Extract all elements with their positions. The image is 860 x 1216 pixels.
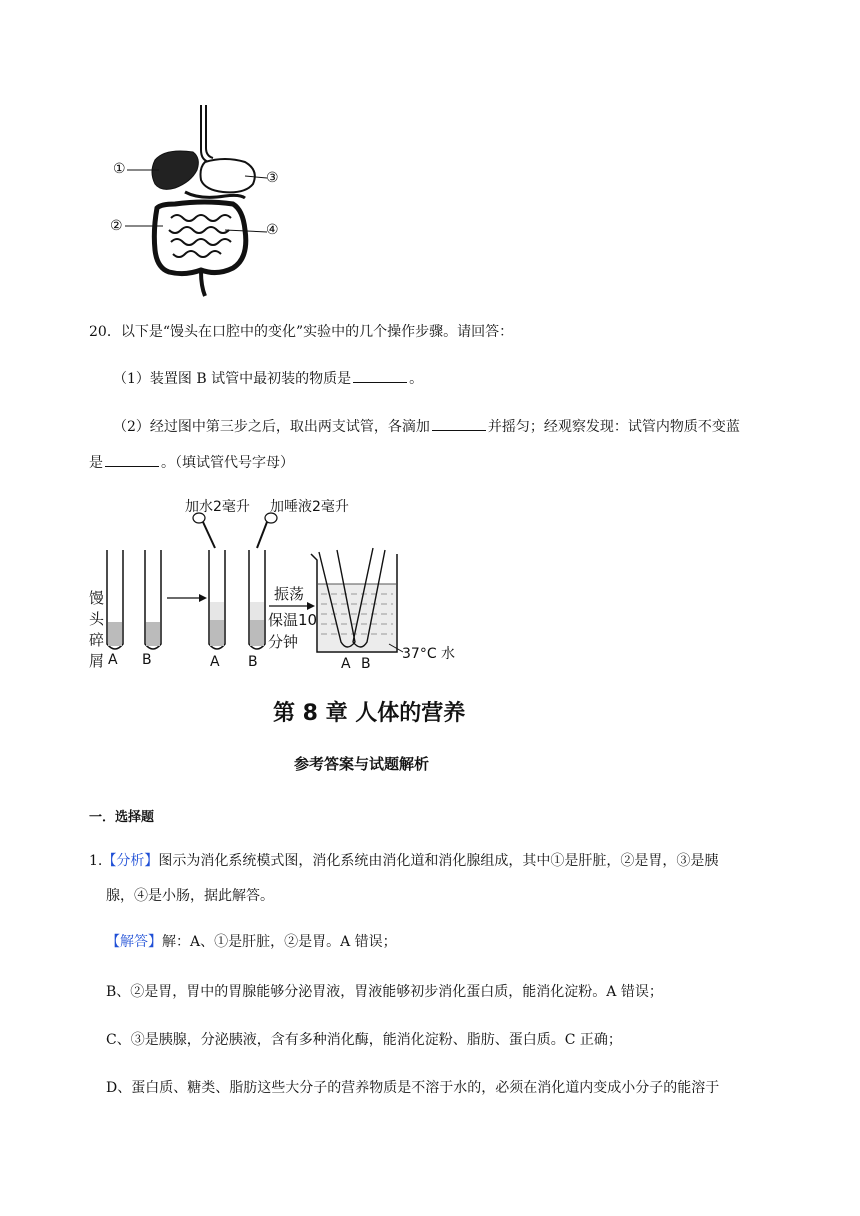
tube-b-initial: [145, 550, 161, 649]
section-heading: 一．选择题: [89, 810, 155, 825]
question-20-stem: 20．以下是“馒头在口腔中的变化”实验中的几个操作步骤。请回答：: [89, 324, 514, 340]
answer-1-analysis-line2: 腺，④是小肠，据此解答。: [106, 888, 274, 904]
tube-label-a-2: A: [210, 654, 220, 670]
answer-tag: 【解答】: [106, 934, 162, 950]
keep-warm-label: 保温10: [268, 611, 318, 629]
answer-1-solution-c: C、③是胰腺，分泌胰液，含有多种消化酶，能消化淀粉、脂肪、蛋白质。C 正确；: [106, 1032, 622, 1048]
figure-label-4: ④: [266, 222, 279, 238]
tube-label-b-1: B: [142, 652, 152, 668]
tube-label-a-1: A: [108, 652, 118, 668]
question-20-part-2: （2）经过图中第三步之后，取出两支试管，各滴加 并摇匀；经观察发现：试管内物质不变蓝: [113, 416, 740, 437]
figure-label-3: ③: [266, 170, 279, 186]
answer-title: 参考答案与试题解析: [294, 755, 430, 773]
analysis-tag: 【分析】: [102, 853, 159, 869]
answer-1-solution-a: 【解答】解：A、①是肝脏，②是胃。A 错误；: [106, 934, 397, 950]
figure-label-1: ①: [113, 161, 126, 177]
dropper-water: [193, 513, 215, 548]
shake-label: 振荡: [274, 585, 305, 603]
figure-label-2: ②: [110, 218, 123, 234]
tube-b-saliva: [249, 550, 265, 649]
water-temperature-label: 37°C 水: [402, 646, 456, 662]
chapter-title: 第 8 章 人体的营养: [273, 701, 466, 726]
tube-a-water: [209, 550, 225, 649]
tube-label-b-2: B: [248, 654, 258, 670]
large-intestine-shape: [154, 202, 245, 274]
tube-a-initial: [107, 550, 123, 649]
answer-1-solution-d: D、蛋白质、糖类、脂肪这些大分子的营养物质是不溶于水的，必须在消化道内变成小分子的能溶于: [106, 1080, 720, 1096]
answer-blank: [432, 416, 486, 431]
question-20-part-2-line2: 是 。（填试管代号字母）: [89, 452, 294, 473]
dropper-saliva: [257, 513, 277, 548]
answer-1-analysis-line1: 1.【分析】图示为消化系统模式图，消化系统由消化道和消化腺组成，其中①是肝脏，②是胃，③是胰: [89, 853, 719, 869]
tube-label-b-3: B: [361, 656, 371, 672]
answer-blank: [105, 452, 159, 467]
answer-1-solution-b: B、②是胃，胃中的胃腺能够分泌胃液，胃液能够初步消化蛋白质，能消化淀粉。A 错误；: [106, 984, 663, 1000]
side-label: 馒 头 碎 屑: [89, 589, 105, 670]
add-water-label: 加水2毫升: [185, 499, 250, 515]
digestive-system-figure: [105, 100, 290, 300]
add-saliva-label: 加唾液2毫升: [270, 499, 349, 515]
question-20-part-1: （1）装置图 B 试管中最初装的物质是 。: [113, 368, 423, 389]
tube-label-a-3: A: [341, 656, 351, 672]
answer-blank: [353, 368, 407, 383]
minutes-label: 分钟: [268, 633, 299, 651]
